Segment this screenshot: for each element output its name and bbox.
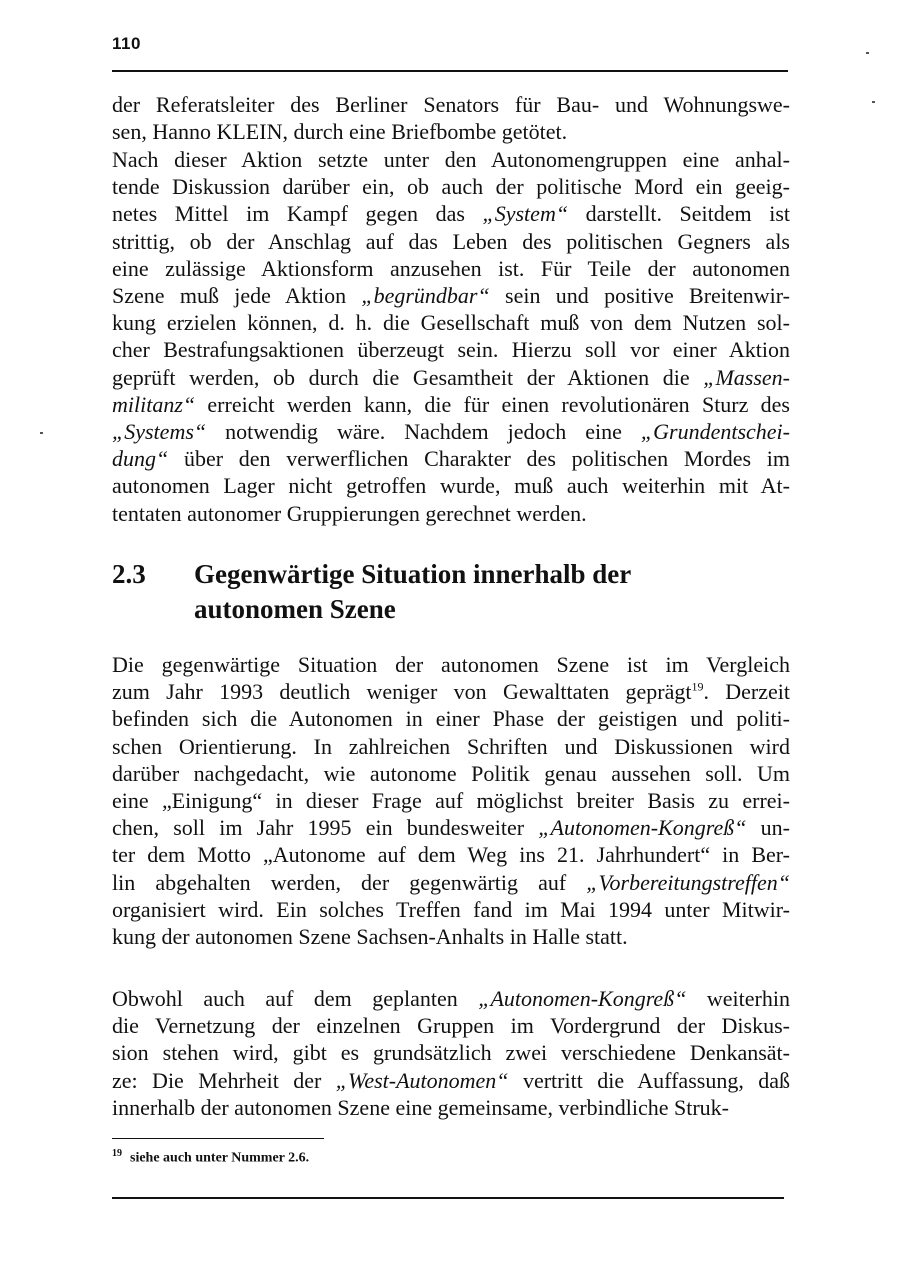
text-run: kung der autonomen Szene Sachsen-Anhalts in Halle statt. <box>112 924 628 950</box>
section-number: 2.3 <box>112 559 146 589</box>
text-line <box>112 841 790 868</box>
emphasized-text: „West-Autonomen“ <box>335 1067 509 1093</box>
text-line <box>112 733 790 760</box>
text-line <box>112 787 790 814</box>
text-line <box>112 1067 790 1094</box>
text-line <box>112 500 790 527</box>
text-run: Szene muß jede Aktion <box>112 283 362 309</box>
text-run: zum Jahr 1993 deutlich weniger von Gewalttaten geprägt <box>112 679 692 705</box>
text-run: organisiert wird. Ein solches Treffen fand im Mai 1994 unter Mitwir- <box>112 896 790 922</box>
text-line <box>112 923 790 950</box>
text-run: cher Bestrafungsaktionen überzeugt sein. Hierzu soll vor einer Aktion <box>112 337 790 363</box>
text-line <box>112 282 790 309</box>
emphasized-text: „Vorbereitungstreffen“ <box>586 869 790 895</box>
text-line <box>112 445 790 472</box>
text-line <box>112 1039 790 1066</box>
emphasized-text: „begründbar“ <box>361 283 490 309</box>
text-line <box>112 1094 790 1121</box>
text-run: darüber nachgedacht, wie autonome Politik genau aussehen soll. Um <box>112 760 790 786</box>
emphasized-text: dung“ <box>112 446 169 472</box>
footnote-marker: 19 <box>112 1148 122 1159</box>
text-line <box>112 678 790 705</box>
text-line <box>112 118 790 145</box>
text-run: vertritt die Auffassung, daß <box>508 1067 790 1093</box>
text-line <box>112 869 790 896</box>
emphasized-text: „Autonomen-Kongreß“ <box>538 815 747 841</box>
text-run: strittig, ob der Anschlag auf das Leben des politischen Gegners als <box>112 228 790 254</box>
text-line <box>112 91 790 118</box>
text-line <box>112 309 790 336</box>
text-line <box>112 173 790 200</box>
footer-rule <box>112 1197 784 1199</box>
text-run: geprüft werden, ob durch die Gesamtheit der Aktionen die <box>112 364 704 390</box>
text-run: tende Diskussion darüber ein, ob auch der politische Mord ein geeig- <box>112 174 790 200</box>
text-run: eine „Einigung“ in dieser Frage auf möglichst breiter Basis zu errei- <box>112 788 790 814</box>
footnote <box>112 1148 309 1167</box>
text-line <box>112 985 790 1012</box>
text-line <box>112 228 790 255</box>
scan-speck <box>872 101 875 103</box>
text-line <box>112 200 790 227</box>
text-run: sion stehen wird, gibt es grundsätzlich zwei verschiedene Denkansät- <box>112 1040 790 1066</box>
text-line <box>112 146 790 173</box>
scan-speck <box>866 52 869 54</box>
paragraph-2 <box>112 146 790 527</box>
text-line <box>112 896 790 923</box>
text-run: befinden sich die Autonomen in einer Phase der geistigen und politi- <box>112 706 790 732</box>
footnote-text: siehe auch unter Nummer 2.6. <box>130 1150 310 1166</box>
text-run: ze: Die Mehrheit der <box>112 1067 336 1093</box>
text-line <box>112 418 790 445</box>
section-title-line-2: autonomen Szene <box>194 594 396 624</box>
emphasized-text: „Systems“ <box>112 419 207 445</box>
text-run: . Derzeit <box>703 679 790 705</box>
footnote-rule <box>112 1138 324 1139</box>
text-run: die Vernetzung der einzelnen Gruppen im Vordergrund der Diskus- <box>112 1013 790 1039</box>
text-line <box>112 1012 790 1039</box>
text-run: netes Mittel im Kampf gegen das <box>112 201 483 227</box>
footnote-reference: 19 <box>691 679 704 694</box>
text-run: tentaten autonomer Gruppierungen gerechnet werden. <box>112 500 587 526</box>
page-number: 110 <box>112 34 141 53</box>
text-run: chen, soll im Jahr 1995 ein bundesweiter <box>112 815 539 841</box>
text-line <box>112 760 790 787</box>
text-run: sein und positive Breitenwir- <box>489 283 790 309</box>
emphasized-text: militanz“ <box>112 391 196 417</box>
text-run: sen, Hanno KLEIN, durch eine Briefbombe getötet. <box>112 119 568 145</box>
text-line <box>112 364 790 391</box>
emphasized-text: „Grundentschei- <box>640 419 790 445</box>
paragraph-1 <box>112 91 790 145</box>
header-rule <box>112 70 788 72</box>
section-title <box>194 557 754 627</box>
text-run: un- <box>746 815 790 841</box>
text-run: schen Orientierung. In zahlreichen Schriften und Diskussionen wird <box>112 733 790 759</box>
text-run: weiterhin <box>686 986 790 1011</box>
text-run: innerhalb der autonomen Szene eine gemeinsame, verbindliche Struk- <box>112 1094 730 1120</box>
scan-speck <box>40 432 43 434</box>
text-line <box>112 336 790 363</box>
emphasized-text: „System“ <box>482 201 569 227</box>
text-run: Die gegenwärtige Situation der autonomen Szene ist im Vergleich <box>112 652 790 677</box>
text-run: lin abgehalten werden, der gegenwärtig auf <box>112 869 587 895</box>
text-run: erreicht werden kann, die für einen revolutionären Sturz des <box>195 391 790 417</box>
text-run: ter dem Motto „Autonome auf dem Weg ins 21. Jahrhundert“ in Ber- <box>112 842 790 868</box>
text-line <box>112 651 790 678</box>
text-line <box>112 391 790 418</box>
text-line <box>112 255 790 282</box>
emphasized-text: „Massen- <box>703 364 790 390</box>
text-run: über den verwerflichen Charakter des politischen Mordes im <box>168 446 790 472</box>
text-run: Nach dieser Aktion setzte unter den Autonomengruppen eine anhal- <box>112 147 790 172</box>
text-line <box>112 814 790 841</box>
text-run: notwendig wäre. Nachdem jedoch eine <box>206 419 641 445</box>
paragraph-3 <box>112 651 790 950</box>
text-line <box>112 472 790 499</box>
text-run: autonomen Lager nicht getroffen wurde, muß auch weiterhin mit At- <box>112 473 790 499</box>
emphasized-text: „Autonomen-Kongreß“ <box>478 986 687 1011</box>
text-run: der Referatsleiter des Berliner Senators für Bau- und Wohnungswe- <box>112 92 790 117</box>
text-run: kung erzielen können, d. h. die Gesellschaft muß von dem Nutzen sol- <box>112 310 790 336</box>
text-run: Obwohl auch auf dem geplanten <box>112 986 479 1011</box>
paragraph-4 <box>112 985 790 1121</box>
text-run: darstellt. Seitdem ist <box>568 201 790 227</box>
text-line <box>112 705 790 732</box>
section-title-line-1: Gegenwärtige Situation innerhalb der <box>194 559 632 589</box>
text-run: eine zulässige Aktionsform anzusehen ist. Für Teile der autonomen <box>112 255 790 281</box>
